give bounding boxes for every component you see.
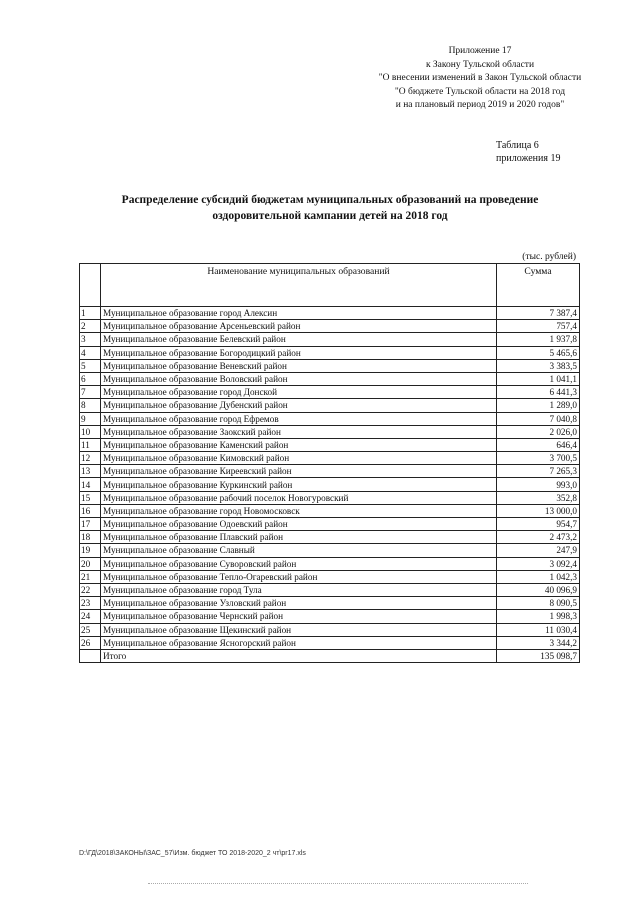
row-sum: 7 040,8 [497,412,580,425]
row-number: 17 [80,518,101,531]
row-sum: 40 096,9 [497,583,580,596]
row-number: 13 [80,465,101,478]
row-number: 8 [80,399,101,412]
row-name: Муниципальное образование Щекинский район [101,623,497,636]
row-sum: 13 000,0 [497,504,580,517]
table-row [80,346,580,359]
row-number: 1 [80,307,101,320]
row-number: 22 [80,583,101,596]
table-row [80,307,580,320]
header-name-cell: Наименование муниципальных образований [101,264,497,307]
row-name: Муниципальное образование город Донской [101,386,497,399]
row-sum: 1 998,3 [497,610,580,623]
table-row [80,610,580,623]
row-name: Муниципальное образование Киреевский район [101,465,497,478]
row-name: Муниципальное образование Кимовский район [101,452,497,465]
table-row [80,544,580,557]
row-sum: 1 289,0 [497,399,580,412]
row-number: 16 [80,504,101,517]
row-name: Муниципальное образование Арсеньевский район [101,320,497,333]
total-num-cell [80,649,101,662]
title-line-1: Распределение субсидий бюджетам муниципальных образований на проведение [121,194,539,206]
table-row [80,399,580,412]
table-row [80,465,580,478]
row-number: 26 [80,636,101,649]
row-name: Муниципальное образование Богородицкий район [101,346,497,359]
row-number: 4 [80,346,101,359]
table-row [80,597,580,610]
table-row [80,504,580,517]
row-name: Муниципальное образование город Новомосковск [101,504,497,517]
table-row [80,333,580,346]
row-name: Муниципальное образование Суворовский район [101,557,497,570]
table-row [80,438,580,451]
row-sum: 1 041,1 [497,372,580,385]
table-row [80,518,580,531]
row-sum: 757,4 [497,320,580,333]
appendix-header [330,45,630,113]
appendix-line-5: и на плановый период 2019 и 2020 годов" [395,100,565,110]
row-name: Муниципальное образование город Алексин [101,307,497,320]
row-number: 12 [80,452,101,465]
table-row [80,452,580,465]
row-number: 2 [80,320,101,333]
row-number: 10 [80,425,101,438]
table-row [80,412,580,425]
appendix-line-3: "О внесении изменений в Закон Тульской области [378,73,582,83]
row-sum: 3 344,2 [497,636,580,649]
row-sum: 11 030,4 [497,623,580,636]
row-number: 19 [80,544,101,557]
row-sum: 993,0 [497,478,580,491]
table-row [80,478,580,491]
table-row [80,386,580,399]
row-number: 15 [80,491,101,504]
appendix-line-2: к Закону Тульской области [425,59,535,70]
row-name: Муниципальное образование Куркинский район [101,478,497,491]
row-sum: 3 383,5 [497,359,580,372]
row-number: 25 [80,623,101,636]
table-row [80,531,580,544]
row-number: 20 [80,557,101,570]
row-sum: 2 026,0 [497,425,580,438]
table-ref-line-1: Таблица 6 [496,140,539,151]
row-number: 5 [80,359,101,372]
row-sum: 352,8 [497,491,580,504]
document-title [80,192,580,224]
table-body [80,307,580,650]
row-number: 3 [80,333,101,346]
table-ref-line-2: приложения 19 [496,153,561,164]
row-name: Муниципальное образование Одоевский район [101,518,497,531]
row-sum: 5 465,6 [497,346,580,359]
file-path: D:\ГД\2018\ЗАКОНЫ\ЗАС_57\Изм. бюджет ТО 2018-2020_2 чт\pr17.xls [79,850,306,857]
row-number: 11 [80,438,101,451]
row-sum: 7 265,3 [497,465,580,478]
total-label: Итого [101,649,497,662]
row-name: Муниципальное образование Воловский район [101,372,497,385]
row-name: Муниципальное образование Плавский район [101,531,497,544]
table-row [80,320,580,333]
table-row [80,491,580,504]
appendix-line-4: "О бюджете Тульской области на 2018 год [394,86,566,97]
row-name: Муниципальное образование город Тула [101,583,497,596]
row-sum: 3 092,4 [497,557,580,570]
row-number: 18 [80,531,101,544]
table-row [80,359,580,372]
row-name: Муниципальное образование город Ефремов [101,412,497,425]
row-name: Муниципальное образование Славный [101,544,497,557]
row-number: 21 [80,570,101,583]
row-name: Муниципальное образование Каменский район [101,438,497,451]
row-name: Муниципальное образование Заокский район [101,425,497,438]
footer-divider [148,883,528,884]
row-number: 24 [80,610,101,623]
row-name: Муниципальное образование Чернский район [101,610,497,623]
table-row [80,425,580,438]
subsidy-table [79,263,580,663]
row-sum: 2 473,2 [497,531,580,544]
row-name: Муниципальное образование Тепло-Огаревский район [101,570,497,583]
appendix-line-1: Приложение 17 [448,46,512,56]
table-row [80,623,580,636]
total-sum: 135 098,7 [497,649,580,662]
row-name: Муниципальное образование Белевский район [101,333,497,346]
header-num-cell [80,264,101,307]
table-row [80,583,580,596]
row-sum: 646,4 [497,438,580,451]
table-reference [496,139,596,165]
row-sum: 3 700,5 [497,452,580,465]
row-sum: 247,9 [497,544,580,557]
row-sum: 8 090,5 [497,597,580,610]
row-sum: 1 042,3 [497,570,580,583]
row-number: 7 [80,386,101,399]
row-number: 23 [80,597,101,610]
row-name: Муниципальное образование Ясногорский район [101,636,497,649]
row-sum: 954,7 [497,518,580,531]
row-number: 6 [80,372,101,385]
header-sum-cell: Сумма [497,264,580,307]
table-row [80,570,580,583]
total-row [80,649,580,662]
table-row [80,557,580,570]
row-sum: 7 387,4 [497,307,580,320]
row-name: Муниципальное образование Узловский район [101,597,497,610]
table-row [80,636,580,649]
table-header-row [80,264,580,307]
title-line-2: оздоровительной кампании детей на 2018 год [212,210,448,222]
row-sum: 1 937,8 [497,333,580,346]
row-name: Муниципальное образование Веневский район [101,359,497,372]
units-label: (тыс. рублей) [522,252,576,262]
table-row [80,372,580,385]
row-name: Муниципальное образование Дубенский район [101,399,497,412]
row-number: 9 [80,412,101,425]
row-number: 14 [80,478,101,491]
row-sum: 6 441,3 [497,386,580,399]
row-name: Муниципальное образование рабочий поселок Новогуровский [101,491,497,504]
